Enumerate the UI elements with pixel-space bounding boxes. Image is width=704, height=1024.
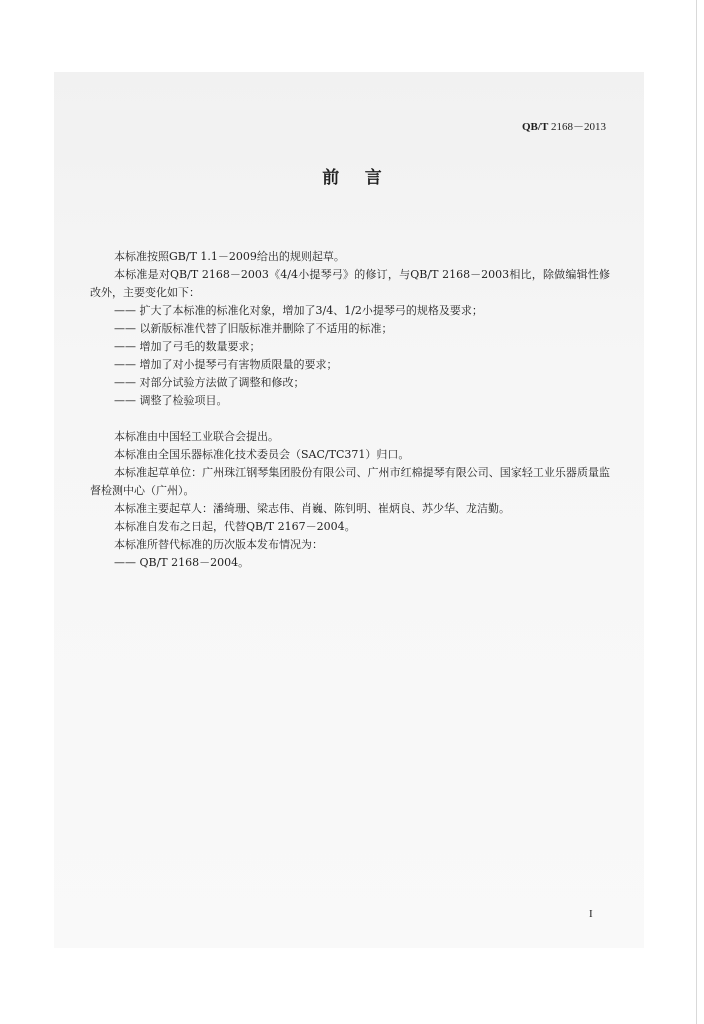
standard-prefix: QB/T <box>522 121 549 133</box>
page-title: 前言 <box>322 168 408 188</box>
change-list-item: —— 以新版标准代替了旧版标准并删除了不适用的标准； <box>114 322 393 335</box>
change-list-item: —— 调整了检验项目。 <box>114 394 228 407</box>
change-list-item: —— 增加了弓毛的数量要求； <box>114 340 261 353</box>
paragraph: 本标准主要起草人：潘绮珊、梁志伟、肖巍、陈钊明、崔炳良、苏少华、龙洁勤。 <box>114 502 510 515</box>
paragraph: 本标准所替代标准的历次版本发布情况为： <box>114 538 323 551</box>
paragraph: 本标准由全国乐器标准化技术委员会（SAC/TC371）归口。 <box>114 448 410 461</box>
paragraph: 本标准起草单位：广州珠江钢琴集团股份有限公司、广州市红棉提琴有限公司、国家轻工业乐器质量监督检测中心（广州）。 <box>90 466 610 497</box>
previous-edition-item: —— QB/T 2168－2004。 <box>114 556 250 569</box>
page-number: I <box>589 908 593 920</box>
paragraph: 本标准自发布之日起，代替QB/T 2167－2004。 <box>114 520 356 533</box>
foreword-section-2 <box>90 428 610 572</box>
change-list-item: —— 扩大了本标准的标准化对象，增加了3/4、1/2小提琴弓的规格及要求； <box>114 304 483 317</box>
standard-number: 2168－2013 <box>551 121 607 133</box>
viewer-edge-divider <box>696 0 697 1024</box>
paragraph: 本标准由中国轻工业联合会提出。 <box>114 430 279 443</box>
paragraph: 本标准是对QB/T 2168－2003《4/4小提琴弓》的修订，与QB/T 2168－2003相比，除做编辑性修改外，主要变化如下： <box>90 268 610 299</box>
paragraph: 本标准按照GB/T 1.1－2009给出的规则起草。 <box>114 250 345 263</box>
change-list-item: —— 对部分试验方法做了调整和修改； <box>114 376 305 389</box>
change-list-item: —— 增加了对小提琴弓有害物质限量的要求； <box>114 358 338 371</box>
foreword-section-1 <box>90 248 610 410</box>
standard-code <box>522 118 606 134</box>
